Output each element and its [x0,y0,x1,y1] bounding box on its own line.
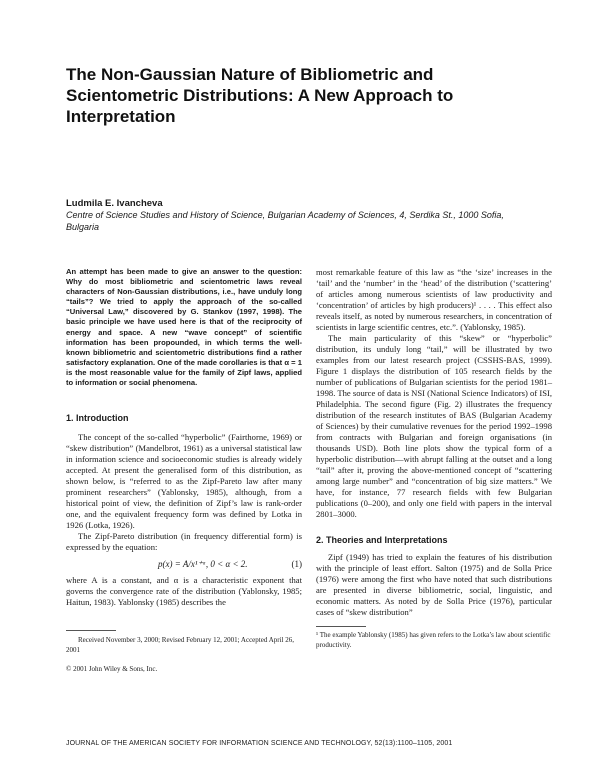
right-paragraph-continued: most remarkable feature of this law as “the ‘size’ increases in the ‘tail’ and the ‘number’ in the ‘head’ of the distribution (‘scattering’ of articles among numerous scientists of law productivity and ‘concentration’ of articles by high producers)¹ . . . . This effect also reveals itself, as noted by numerous researchers, in concentration of scientists in large scientific centres, etc.”. (Yablonsky, 1985). [316,267,552,332]
theories-paragraph: Zipf (1949) has tried to explain the features of his distribution with the principle of least effort. Salton (1975) and de Solla Price (1976) were among the first who have noted that such distributions are presented in diverse bibliometric, social, linguistic, and economic matters. As noted by de Solla Price (1976), particular cases of “skew distribution” [316,552,552,617]
received-dates: Received November 3, 2000; Revised February 12, 2001; Accepted April 26, 2001 [66,636,294,654]
author-name: Ludmila E. Ivancheva [66,198,163,209]
right-column [316,267,552,650]
author-affiliation: Centre of Science Studies and History of Science, Bulgarian Academy of Sciences, 4, Serdika St., 1000 Sofia, Bulgaria [66,210,504,232]
intro-paragraph-1: The concept of the so-called “hyperbolic” (Fairthorne, 1969) or “skew distribution” (Mandelbrot, 1961) as a universal statistical law in information science and socioeconomic studies is already widely accepted. At present the generalised form of this distribution, as shown below, is “referred to as the Zipf-Pareto law after many prominent researchers” (Yablonsky, 1985), although, from a historical point of view, the definition of Zipf’s law is rank-order one, and the equivalent frequency form was defined by Lotka in 1926 (Lotka, 1926). [66,432,302,531]
section-heading-introduction: 1. Introduction [66,413,129,424]
equation-number: (1) [291,559,302,570]
intro-paragraph-2: The Zipf-Pareto distribution (in frequency differential form) is expressed by the equation: [66,531,302,553]
equation-1 [66,553,302,575]
copyright-notice: © 2001 John Wiley & Sons, Inc. [66,665,158,674]
footnote-1: ¹ The example Yablonsky (1985) has given refers to the Lotka’s law about scientific productivity. [316,631,551,649]
paper-title: The Non-Gaussian Nature of Bibliometric and Scientometric Distributions: A New Approach to Interpretation [66,65,454,126]
intro-paragraph-3: where A is a constant, and α is a characteristic exponent that governs the convergence rate of the distribution (Yablonsky, 1985; Haitun, 1983). Yablonsky (1985) describes the [66,575,302,608]
right-paragraph-main: The main particularity of this “skew” or “hyperbolic” distribution, its unduly long “tail,” will be illustrated by two examples from our latest research project (CSSHS-BAS, 1999). Figure 1 displays the distribution of 105 research fields by the number of publications of Bulgarian scientists for the period 1981–1998. The source of data is NSI (National Science Indicators) of ISI, Philadelphia. The second figure (Fig. 2) illustrates the frequency distribution of the research institutes of BAS (Bulgarian Academy of Sciences) by their cumulative revenues for the period 1992–1998 from contracts with Bulgarian and foreign organisations (in thousands USD). Both line plots show the typical form of a hyperbolic distribution—with abrupt falling at the outset and a long “tail” after it, proving the above-mentioned concept of “scattering among large number” and “concentration of big size matters.” We have, for instance, 77 research fields with few Bulgarian publications (0–200), and only one field with papers in the interval 2801–3000. [316,333,552,519]
abstract: An attempt has been made to give an answer to the question: Why do most bibliometric and scientometric laws reveal characters of Non-Gaussian distributions, i.e., have unduly long “tails”? We tried to apply the approach of the so-called “Universal Law,” discovered by G. Stankov (1997, 1998). The basic principle we have used here is that of the reciprocity of energy and space. A new “wave concept” of scientific information has been propounded, in which terms the well-known bibliometric and scientometric distributions find a rather satisfactory explanation. One of the made corollaries is that α = 1 is the most reasonable value for the family of Zipf laws, applied to information or social phenomena. [66,267,302,388]
left-column [66,267,302,675]
journal-footer: JOURNAL OF THE AMERICAN SOCIETY FOR INFORMATION SCIENCE AND TECHNOLOGY, 52(13):1100–1105, 2001 [66,740,453,747]
equation-text: p(x) = A/x¹⁺ᵅ, 0 < α < 2. [158,559,248,570]
section-heading-theories: 2. Theories and Interpretations [316,535,448,545]
